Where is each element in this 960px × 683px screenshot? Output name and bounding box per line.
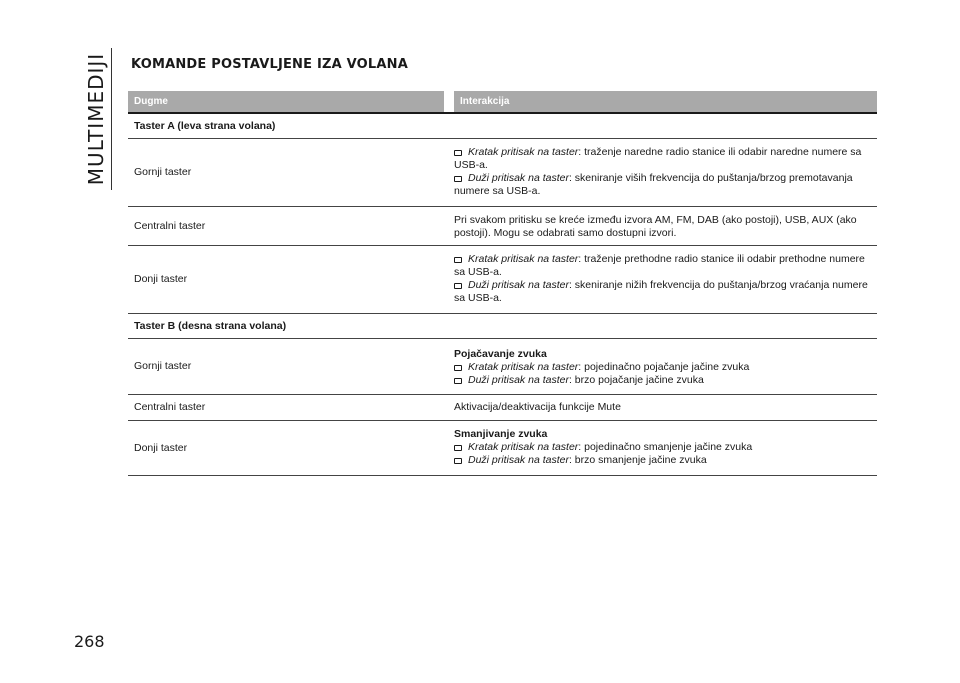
group-row-b — [128, 314, 877, 339]
bullet-icon — [454, 150, 462, 156]
list-item: Kratak pritisak na taster: traženje naredne radio stanice ili odabir naredne numere sa USB-a. — [454, 146, 862, 171]
interaction-cell — [454, 246, 877, 313]
header-interaction: Interakcija — [454, 91, 877, 112]
bullet-icon — [454, 257, 462, 263]
group-label: Taster B (desna strana volana) — [134, 319, 287, 332]
list-item: Kratak pritisak na taster: traženje prethodne radio stanice ili odabir prethodne numere sa USB-a. — [454, 253, 865, 278]
bullet-icon — [454, 378, 462, 384]
list-item: Duži pritisak na taster: brzo pojačanje jačine zvuka — [454, 374, 877, 387]
list-item: Duži pritisak na taster: skeniranje nižih frekvencija do puštanja/brzog vraćanja numere sa USB-a. — [454, 279, 868, 304]
table-row — [128, 246, 877, 314]
button-cell: Centralni taster — [134, 401, 206, 413]
interaction-cell: Pri svakom pritisku se kreće između izvora AM, FM, DAB (ako postoji), USB, AUX (ako postoji). Mogu se odabrati samo dostupni izvori. — [454, 214, 857, 239]
list-item: Kratak pritisak na taster: pojedinačno smanjenje jačine zvuka — [454, 441, 877, 454]
chapter-divider — [111, 48, 112, 190]
header-button: Dugme — [128, 91, 444, 112]
table-row — [128, 207, 877, 246]
button-cell: Donji taster — [134, 441, 188, 454]
chapter-title — [80, 48, 112, 190]
list-item: Duži pritisak na taster: skeniranje viših frekvencija do puštanja/brzog premotavanja numere sa USB-a. — [454, 172, 853, 197]
table-row — [128, 339, 877, 395]
group-label: Taster A (leva strana volana) — [134, 119, 276, 132]
bullet-icon — [454, 445, 462, 451]
page-number: 268 — [74, 632, 105, 651]
list-item: Duži pritisak na taster: brzo smanjenje jačine zvuka — [454, 454, 877, 467]
table-row — [128, 139, 877, 207]
interaction-subhead: Pojačavanje zvuka — [454, 348, 547, 360]
button-cell: Gornji taster — [134, 360, 192, 372]
bullet-icon — [454, 365, 462, 371]
bullet-icon — [454, 283, 462, 289]
interaction-subhead: Smanjivanje zvuka — [454, 428, 548, 440]
group-row-a — [128, 114, 877, 139]
interaction-cell — [454, 139, 877, 206]
table-row — [128, 395, 877, 421]
interaction-cell — [454, 339, 877, 394]
table-row — [128, 421, 877, 476]
interaction-cell — [454, 421, 877, 475]
section-title: KOMANDE POSTAVLJENE IZA VOLANA — [131, 57, 408, 72]
button-cell: Centralni taster — [134, 219, 206, 232]
button-cell: Donji taster — [134, 273, 188, 285]
interaction-cell: Aktivacija/deaktivacija funkcije Mute — [454, 401, 621, 413]
list-item: Kratak pritisak na taster: pojedinačno pojačanje jačine zvuka — [454, 361, 877, 374]
button-cell: Gornji taster — [134, 166, 192, 178]
controls-table — [128, 91, 877, 476]
bullet-icon — [454, 458, 462, 464]
table-header — [128, 91, 877, 112]
bullet-icon — [454, 176, 462, 182]
chapter-title-text: MULTIMEDIJI — [84, 52, 109, 186]
